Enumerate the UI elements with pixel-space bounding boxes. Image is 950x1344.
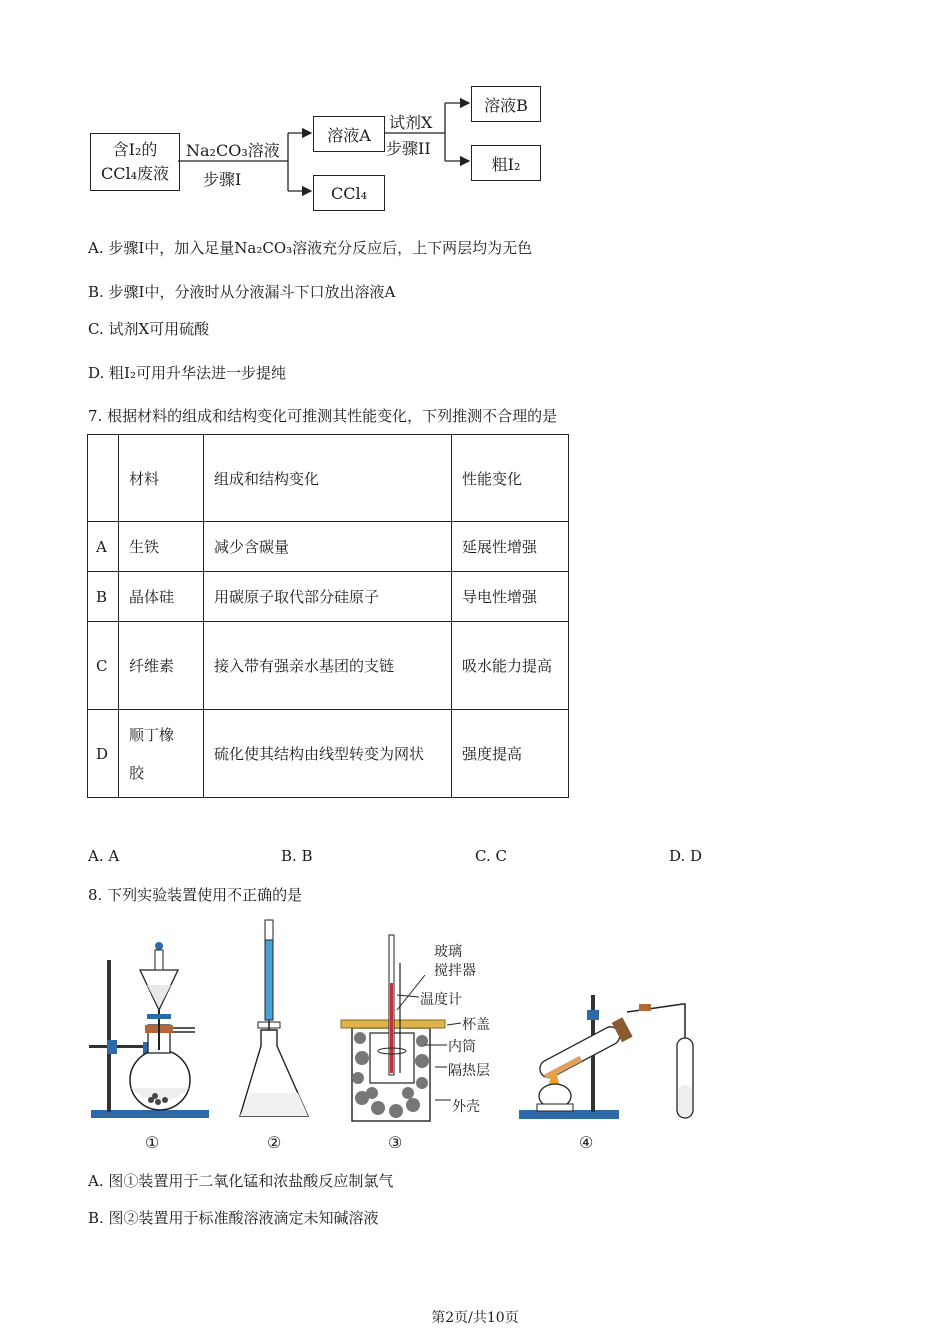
- calorimeter-label-lines: [395, 955, 465, 1105]
- label-inner-cylinder: 内筒: [448, 1039, 476, 1055]
- table-cell: 强度提高: [452, 710, 569, 798]
- box-solution-b: 溶液B: [471, 86, 541, 122]
- page-footer: 第2页/共10页: [431, 1310, 519, 1326]
- table-cell: [204, 710, 452, 798]
- label-stirrer-2: 搅拌器: [434, 963, 476, 979]
- q7-stem: 7. 根据材料的组成和结构变化可推测其性能变化，下列推测不合理的是: [88, 407, 558, 425]
- label-stirrer-1: 玻璃: [434, 944, 462, 960]
- step2-name: 步骤II: [386, 139, 431, 158]
- apparatus-1-chlorine-generator: [85, 930, 215, 1125]
- table-cell: 减少含碳量: [204, 522, 452, 572]
- table-cell: 接入带有强亲水基团的支链: [204, 622, 452, 710]
- table-header-cell: 组成和结构变化: [204, 435, 452, 522]
- table-header-row: [88, 435, 569, 522]
- table-cell-text: 顺丁橡胶: [129, 725, 175, 782]
- box-crude-iodine: 粗I₂: [471, 145, 541, 181]
- step2-reagent: 试剂X: [389, 113, 433, 132]
- q6-option-a: A. 步骤I中，加入足量Na₂CO₃溶液充分反应后，上下两层均为无色: [88, 239, 533, 257]
- q7-choice-c: C. C: [475, 847, 507, 865]
- box-iodine-waste-line2: CCl₄废液: [100, 164, 170, 183]
- table-cell: C: [88, 622, 119, 710]
- table-row: [88, 622, 569, 710]
- table-row: [88, 522, 569, 572]
- caption-4: ④: [579, 1133, 594, 1152]
- table-header-cell: 材料: [119, 435, 204, 522]
- flow-arrows: [0, 0, 600, 220]
- label-outer-shell: 外壳: [452, 1099, 480, 1115]
- caption-2: ②: [267, 1133, 282, 1152]
- caption-3: ③: [388, 1133, 403, 1152]
- table-header-cell: [88, 435, 119, 522]
- table-cell: D: [88, 710, 119, 798]
- apparatus-4-heating-test-tube: [515, 990, 705, 1125]
- q8-option-b: B. 图②装置用于标准酸溶液滴定未知碱溶液: [88, 1209, 379, 1227]
- label-lid: 杯盖: [462, 1017, 490, 1033]
- table-cell: 晶体硅: [119, 572, 204, 622]
- table-row: [88, 710, 569, 798]
- table-cell: 纤维素: [119, 622, 204, 710]
- table-cell-text: 吸水能力提高: [462, 656, 553, 675]
- table-cell: 用碳原子取代部分硅原子: [204, 572, 452, 622]
- table-cell: 延展性增强: [452, 522, 569, 572]
- label-insulation: 隔热层: [448, 1063, 490, 1079]
- q6-option-b: B. 步骤I中，分液时从分液漏斗下口放出溶液A: [88, 283, 396, 301]
- table-cell: [119, 710, 204, 798]
- box-solution-a: 溶液A: [313, 116, 385, 152]
- apparatus-2-titration: [236, 918, 316, 1123]
- q8-option-a: A. 图①装置用于二氧化锰和浓盐酸反应制氯气: [88, 1172, 394, 1190]
- caption-1: ①: [145, 1133, 160, 1152]
- q8-stem: 8. 下列实验装置使用不正确的是: [88, 886, 303, 904]
- q7-choice-b: B. B: [281, 847, 313, 865]
- box-ccl4: CCl₄: [313, 175, 385, 211]
- box-iodine-waste-line1: 含I₂的: [112, 140, 158, 159]
- table-cell-text: 硫化使其结构由线型转变为网状: [214, 744, 425, 763]
- q6-option-c: C. 试剂X可用硫酸: [88, 320, 210, 338]
- q6-option-d: D. 粗I₂可用升华法进一步提纯: [88, 364, 286, 382]
- table-cell: 生铁: [119, 522, 204, 572]
- step1-name: 步骤I: [203, 170, 242, 189]
- table-cell: 导电性增强: [452, 572, 569, 622]
- table-row: [88, 572, 569, 622]
- table-cell: A: [88, 522, 119, 572]
- materials-table: [87, 434, 569, 798]
- step1-reagent: Na₂CO₃溶液: [186, 141, 280, 160]
- q7-choice-a: A. A: [88, 847, 120, 865]
- table-cell: B: [88, 572, 119, 622]
- table-cell: [452, 622, 569, 710]
- label-thermometer: 温度计: [420, 992, 462, 1008]
- table-header-cell: 性能变化: [452, 435, 569, 522]
- q7-choice-d: D. D: [669, 847, 703, 865]
